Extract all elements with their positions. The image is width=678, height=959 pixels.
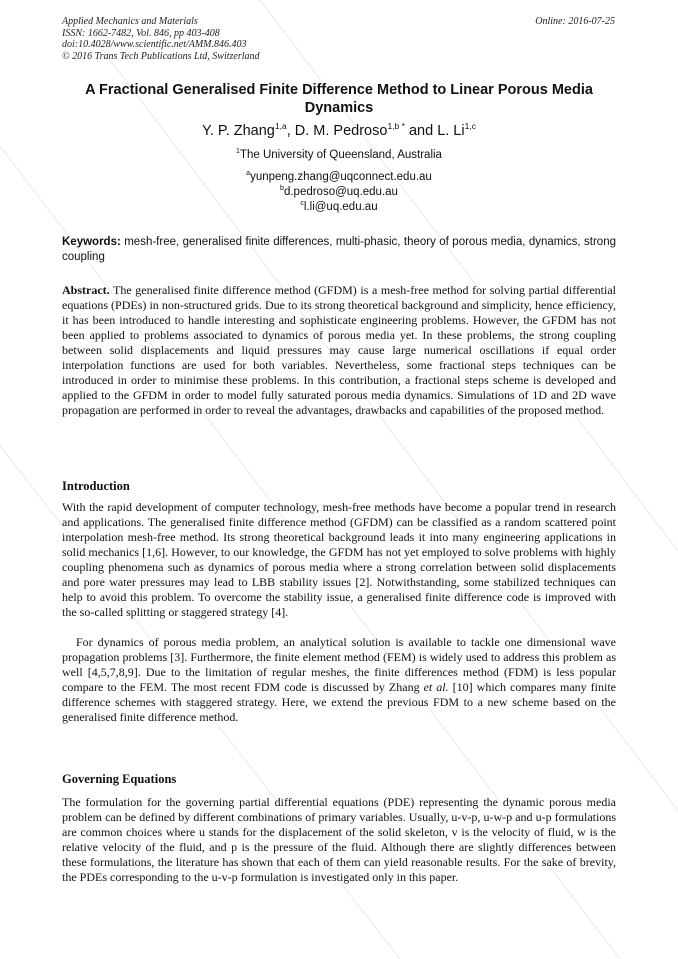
affiliation-superscript: 1 bbox=[236, 148, 240, 155]
affiliation-text: The University of Queensland, Australia bbox=[239, 149, 442, 161]
abstract-text: The generalised finite difference method (GFDM) is a mesh-free method for solving partial differential equations (PDEs) in non-structured grids. Due to its strong theoretical background and simplicity, hence efficiency, it has been introduced to handle interesting and sophisticate engineering problems. However, the GFDM has not been applied to problems associated to dynamics of porous media yet. In these problems, the strong coupling between solid displacements and liquid pressures may cause large numerical oscillations if equal order interpolation functions are used for both variables. Nevertheless, some fractional steps techniques can be introduced in order to minimise these problems. In this contribution, a fractional steps scheme is developed and applied to the GFDM in order to model fully saturated porous media dynamics. Simulations of 1D and 2D wave propagation are performed in order to reveal the advantages, drawbacks and capabilities of the proposed method. bbox=[62, 283, 616, 417]
journal-issn: ISSN: 1662-7482, Vol. 846, pp 403-408 bbox=[62, 27, 220, 39]
author-separator: and bbox=[404, 123, 438, 139]
paragraph-text: For dynamics of porous media problem, an analytical solution is available to tackle one dimensional wave propagation problems [3]. Furthermore, the finite element method (FEM) is widely used to address this problem as well [4,5,7,8,9]. Due to the limitation of regular meshes, the finite differences method (FDM) is less popular compare to the FEM. The most recent FDM code is discussed by Zhang bbox=[62, 635, 616, 694]
keywords-section bbox=[62, 235, 616, 264]
email-superscript: b bbox=[280, 185, 284, 192]
governing-paragraph: The formulation for the governing partial differential equations (PDE) representing the dynamic porous media problem can be defined by different combinations of primary variables. Usually, u-v-p, u-w-p and u-p formulations are common choices where u stands for the displacement of the solid skeleton, v is the velocity of fluid, w is the relative velocity of the fluid, and p is the pressure of the fluid. Although there are slightly differences between these formulations, the literature has shown that each of them can yield reasonable results. For the sake of brevity, the PDEs corresponding to the u-v-p formulation is investigated only in this paper. bbox=[62, 795, 616, 884]
email-superscript: a bbox=[246, 170, 251, 177]
author-name: L. Li bbox=[437, 123, 465, 139]
abstract-label: Abstract. bbox=[62, 283, 110, 297]
section-heading-introduction: Introduction bbox=[62, 479, 130, 493]
affiliation bbox=[62, 148, 616, 162]
author-separator: , bbox=[286, 123, 295, 139]
journal-name: Applied Mechanics and Materials bbox=[62, 16, 198, 27]
journal-header bbox=[62, 16, 260, 62]
author-name: Y. P. Zhang bbox=[202, 123, 275, 139]
email-address: d.pedroso@uq.edu.au bbox=[283, 186, 398, 198]
author-name: D. M. Pedroso bbox=[294, 123, 388, 139]
author-list bbox=[62, 122, 616, 140]
introduction-paragraph bbox=[62, 635, 616, 725]
journal-copyright: © 2016 Trans Tech Publications Ltd, Switzerland bbox=[62, 50, 260, 62]
journal-doi: doi:10.4028/www.scientific.net/AMM.846.403 bbox=[62, 39, 247, 50]
introduction-paragraph: With the rapid development of computer technology, mesh-free methods have become a popular trend in research and applications. The generalised finite difference method (GFDM) can be classified as a random scattered point interpolation mesh-free method. Its strong theoretical background leads it into many engineering applications in solid mechanics [1,6]. However, to our knowledge, the GFDM has not yet employed to solve problems with highly coupling phenomena such as dynamics of porous media where a strong correlation between solid displacements and pore water pressures may lead to LBB stability issues [2]. Notwithstanding, some stabilized techniques can help to avoid this problem. To overcome the stability issue, a generalised finite difference code is improved with the so-called splitting or staggered strategy [4]. bbox=[62, 500, 616, 619]
author-email bbox=[62, 170, 616, 184]
email-address: l.li@uq.edu.au bbox=[303, 201, 378, 213]
paragraph-italic: et al. bbox=[423, 680, 449, 694]
paper-title: A Fractional Generalised Finite Difference Method to Linear Porous Media Dynamics bbox=[85, 82, 593, 116]
author-email bbox=[62, 200, 616, 214]
keywords-label: Keywords: bbox=[62, 236, 121, 248]
keywords-text: mesh-free, generalised finite differences, multi-phasic, theory of porous media, dynamics, strong coupling bbox=[62, 236, 616, 263]
author-email bbox=[62, 185, 616, 199]
email-address: yunpeng.zhang@uqconnect.edu.au bbox=[250, 171, 432, 183]
abstract-section bbox=[62, 283, 616, 418]
paragraph-text: [10] which compares many finite difference schemes with staggered strategy. Here, we extend the previous FDM to a new scheme based on the generalised finite difference method. bbox=[62, 680, 616, 724]
author-superscript: 1,b * bbox=[387, 121, 405, 131]
section-heading-governing-equations: Governing Equations bbox=[62, 772, 177, 786]
online-date: Online: 2016-07-25 bbox=[535, 16, 615, 27]
email-superscript: c bbox=[300, 200, 304, 207]
author-superscript: 1,a bbox=[274, 121, 287, 131]
author-superscript: 1,c bbox=[464, 121, 476, 131]
